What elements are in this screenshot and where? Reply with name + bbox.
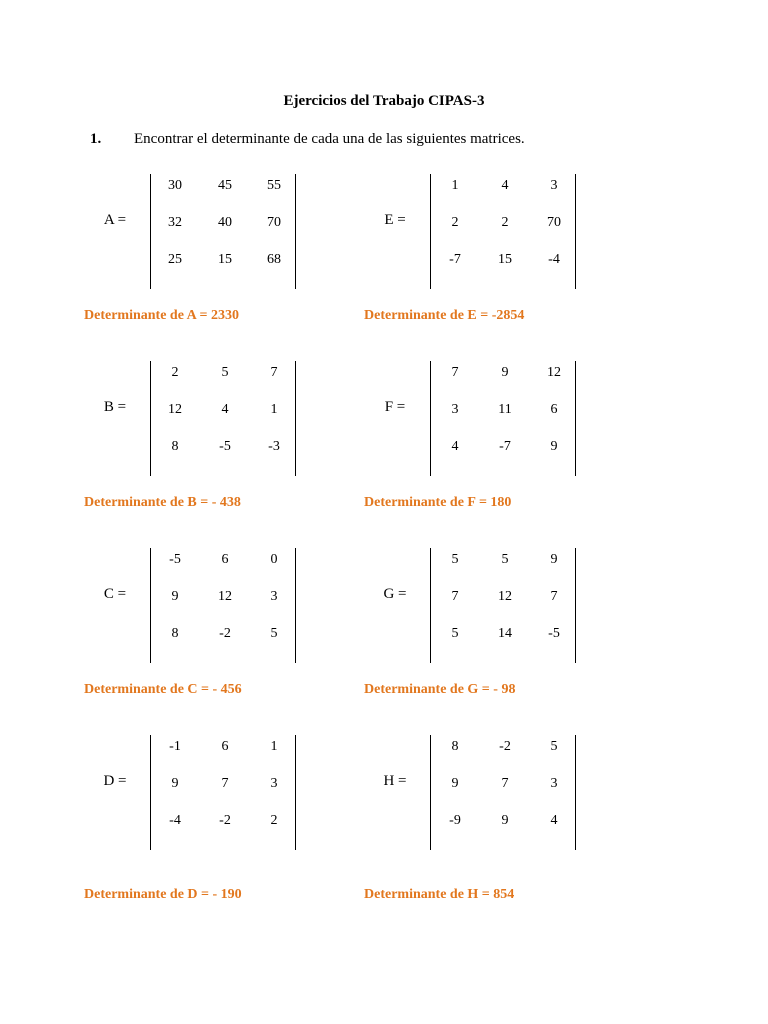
matrix-g-cell: 5 (501, 552, 509, 567)
matrix-e-cell: 15 (498, 252, 512, 267)
determinant-bar-left (150, 548, 151, 663)
matrix-b-cell: 7 (270, 365, 278, 380)
matrix-a (80, 174, 380, 289)
determinant-b: Determinante de B = - 438 (84, 495, 241, 510)
determinant-bar-right (575, 174, 576, 289)
matrix-d-cell: 3 (270, 776, 278, 791)
matrix-h-label: H = (383, 773, 407, 789)
matrix-f-cell: 9 (501, 365, 509, 380)
matrix-f-cell: 11 (498, 402, 512, 417)
matrix-e-cell: 3 (550, 178, 558, 193)
matrix-c-label: C = (103, 586, 127, 602)
matrix-b-cell: 12 (168, 402, 182, 417)
determinant-d: Determinante de D = - 190 (84, 887, 242, 902)
determinant-a: Determinante de A = 2330 (84, 308, 239, 323)
matrix-h-cell: -2 (499, 739, 511, 754)
matrix-g-cell: 7 (550, 589, 558, 604)
matrix-h-cell: 7 (501, 776, 509, 791)
determinant-bar-left (430, 174, 431, 289)
matrix-a-cell: 55 (267, 178, 281, 193)
matrix-f-cell: 6 (550, 402, 558, 417)
matrix-e-cell: -7 (449, 252, 461, 267)
matrix-f-cell: 12 (547, 365, 561, 380)
matrix-h-cell: 9 (501, 813, 509, 828)
determinant-bar-right (295, 361, 296, 476)
determinant-h: Determinante de H = 854 (364, 887, 515, 902)
matrix-a-cell: 70 (267, 215, 281, 230)
matrix-a-cell: 45 (218, 178, 232, 193)
matrix-e-cell: 2 (501, 215, 509, 230)
matrix-f-cell: 3 (451, 402, 459, 417)
matrix-b-cell: 1 (270, 402, 278, 417)
matrix-a-cell: 25 (168, 252, 182, 267)
matrix-f (360, 361, 660, 476)
matrix-e-cell: 4 (501, 178, 509, 193)
matrix-a-cell: 32 (168, 215, 182, 230)
matrix-a-cell: 30 (168, 178, 182, 193)
matrix-b-cell: -5 (219, 439, 231, 454)
determinant-c: Determinante de C = - 456 (84, 682, 242, 697)
matrix-c-cell: -5 (169, 552, 181, 567)
matrix-a-cell: 68 (267, 252, 281, 267)
determinant-bar-left (430, 735, 431, 850)
matrix-e-cell: 70 (547, 215, 561, 230)
matrix-f-label: F = (384, 399, 406, 415)
determinant-bar-left (150, 174, 151, 289)
question-text: Encontrar el determinante de cada una de las siguientes matrices. (134, 131, 525, 147)
determinant-bar-right (575, 735, 576, 850)
matrix-h (360, 735, 660, 850)
determinant-bar-left (430, 361, 431, 476)
matrix-d-cell: 1 (270, 739, 278, 754)
matrix-b-cell: 4 (221, 402, 229, 417)
matrix-g-cell: -5 (548, 626, 560, 641)
matrix-g (360, 548, 660, 663)
matrix-g-cell: 5 (451, 626, 459, 641)
matrix-h-cell: 8 (451, 739, 459, 754)
matrix-d-cell: -2 (219, 813, 231, 828)
matrix-h-cell: 5 (550, 739, 558, 754)
matrix-h-cell: -9 (449, 813, 461, 828)
matrix-f-cell: -7 (499, 439, 511, 454)
matrix-b-cell: -3 (268, 439, 280, 454)
matrix-f-cell: 4 (451, 439, 459, 454)
matrix-e (360, 174, 660, 289)
matrix-g-cell: 9 (550, 552, 558, 567)
matrix-d (80, 735, 380, 850)
matrix-d-cell: 6 (221, 739, 229, 754)
determinant-bar-left (430, 548, 431, 663)
matrix-b-cell: 2 (171, 365, 179, 380)
matrix-c-cell: 8 (171, 626, 179, 641)
matrix-g-label: G = (383, 586, 407, 602)
determinant-bar-right (575, 548, 576, 663)
determinant-f: Determinante de F = 180 (364, 495, 512, 510)
determinant-bar-left (150, 361, 151, 476)
matrix-d-cell: 7 (221, 776, 229, 791)
matrix-h-cell: 4 (550, 813, 558, 828)
matrix-e-label: E = (384, 212, 406, 228)
matrix-f-cell: 9 (550, 439, 558, 454)
matrix-c-cell: 5 (270, 626, 278, 641)
matrix-a-cell: 40 (218, 215, 232, 230)
matrix-h-cell: 3 (550, 776, 558, 791)
matrix-g-cell: 7 (451, 589, 459, 604)
question-number: 1. (90, 131, 102, 147)
matrix-e-cell: 1 (451, 178, 459, 193)
matrix-b-cell: 8 (171, 439, 179, 454)
determinant-bar-right (575, 361, 576, 476)
matrix-b-cell: 5 (221, 365, 229, 380)
matrix-c-cell: -2 (219, 626, 231, 641)
matrix-d-label: D = (103, 773, 127, 789)
matrix-d-cell: -4 (169, 813, 181, 828)
matrix-g-cell: 14 (498, 626, 512, 641)
matrix-a-label: A = (103, 212, 127, 228)
matrix-b-label: B = (103, 399, 127, 415)
matrix-d-cell: 9 (171, 776, 179, 791)
determinant-bar-left (150, 735, 151, 850)
matrix-g-cell: 5 (451, 552, 459, 567)
matrix-e-cell: -4 (548, 252, 560, 267)
determinant-bar-right (295, 174, 296, 289)
matrix-c (80, 548, 380, 663)
matrix-g-cell: 12 (498, 589, 512, 604)
determinant-g: Determinante de G = - 98 (364, 682, 516, 697)
determinant-bar-right (295, 735, 296, 850)
matrix-c-cell: 3 (270, 589, 278, 604)
matrix-b (80, 361, 380, 476)
matrix-h-cell: 9 (451, 776, 459, 791)
matrix-c-cell: 12 (218, 589, 232, 604)
matrix-e-cell: 2 (451, 215, 459, 230)
matrix-c-cell: 0 (270, 552, 278, 567)
matrix-a-cell: 15 (218, 252, 232, 267)
matrix-c-cell: 6 (221, 552, 229, 567)
matrix-d-cell: 2 (270, 813, 278, 828)
matrix-c-cell: 9 (171, 589, 179, 604)
determinant-bar-right (295, 548, 296, 663)
page-title: Ejercicios del Trabajo CIPAS-3 (283, 93, 485, 109)
matrix-f-cell: 7 (451, 365, 459, 380)
matrix-d-cell: -1 (169, 739, 181, 754)
determinant-e: Determinante de E = -2854 (364, 308, 525, 323)
